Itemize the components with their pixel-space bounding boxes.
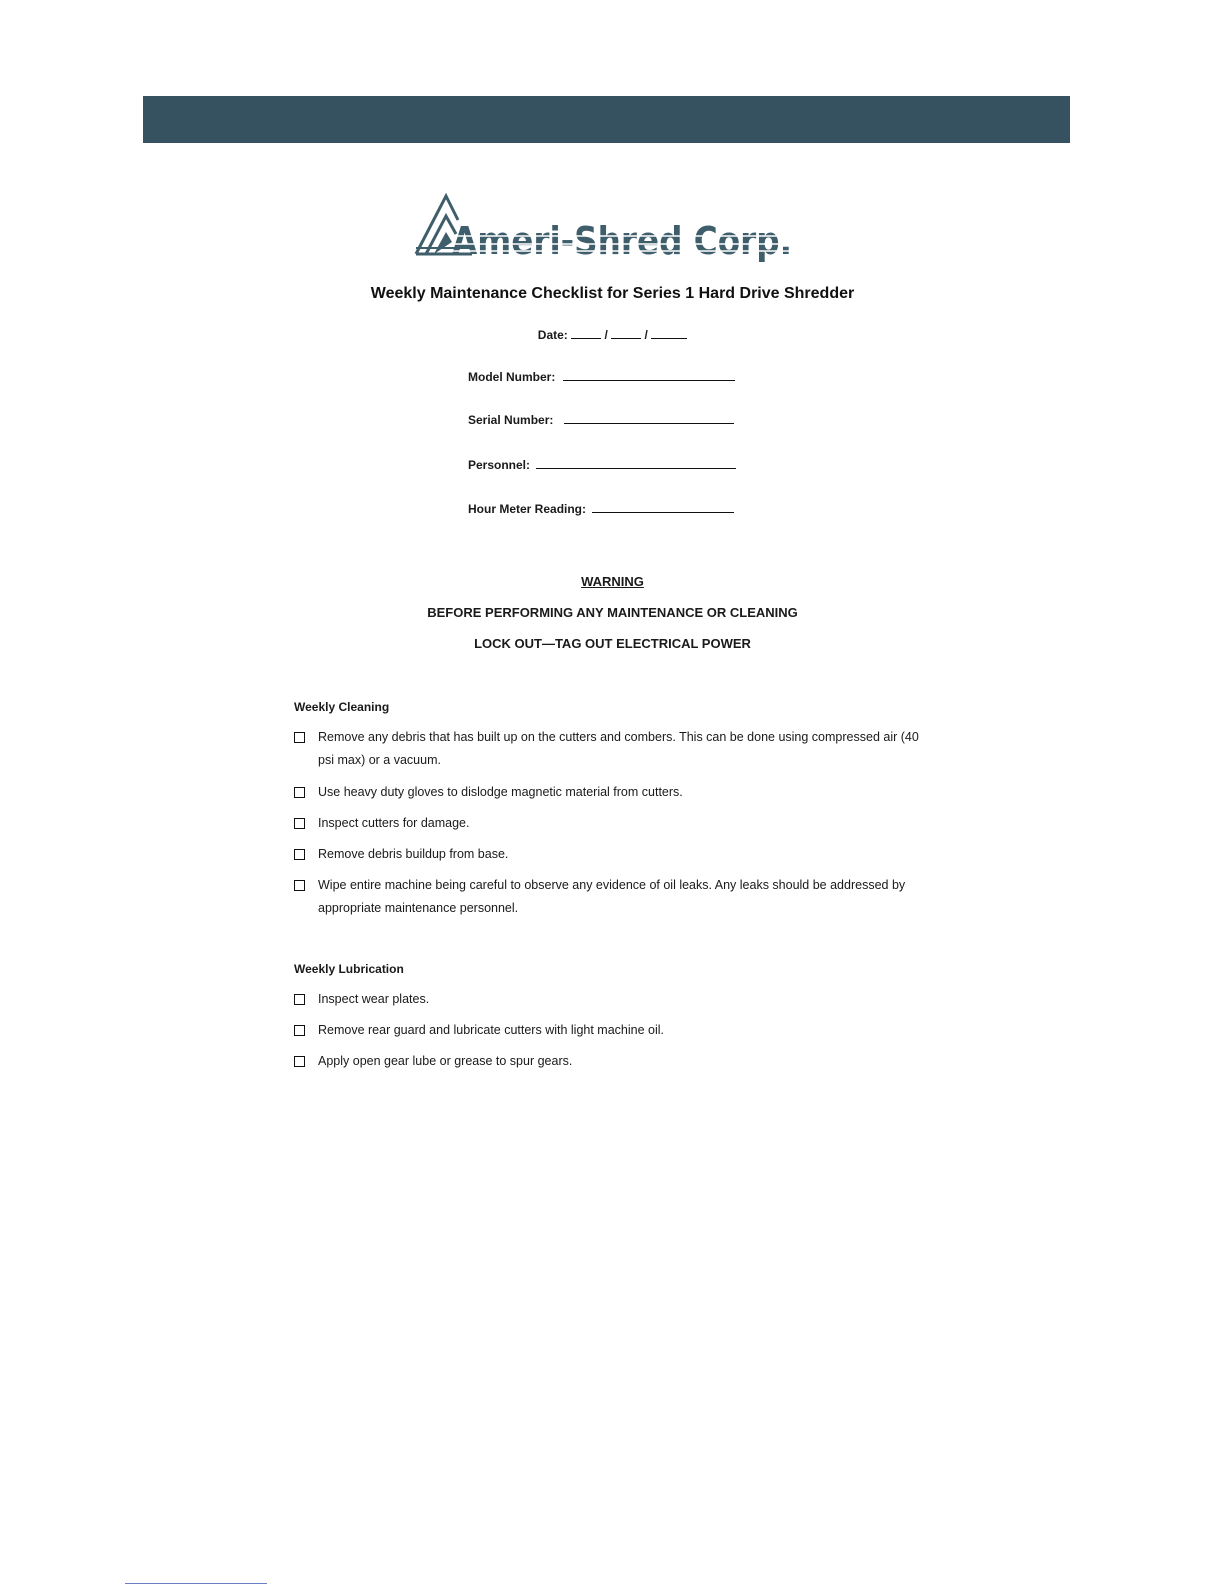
checklist-item (294, 1019, 934, 1042)
checkbox[interactable] (294, 1025, 305, 1036)
hour-meter-field (468, 500, 734, 516)
model-number-label: Model Number: (468, 370, 556, 384)
header-bar (143, 96, 1070, 143)
date-separator: / (644, 328, 648, 342)
checklist-item (294, 843, 934, 866)
checklist-item (294, 874, 934, 920)
document-title: Weekly Maintenance Checklist for Series 1 Hard Drive Shredder (370, 285, 855, 302)
model-number-field (468, 368, 735, 384)
company-logo (412, 190, 797, 268)
serial-number-blank[interactable] (564, 411, 734, 424)
checkbox[interactable] (294, 994, 305, 1005)
date-month-blank[interactable] (571, 326, 601, 339)
hour-meter-blank[interactable] (592, 500, 734, 513)
checklist-item-text: Wipe entire machine being careful to observe any evidence of oil leaks. Any leaks should be addressed by appropriate maintenance personnel. (318, 878, 906, 915)
checkbox[interactable] (294, 1056, 305, 1067)
checklist-item (294, 988, 934, 1011)
date-day-blank[interactable] (611, 326, 641, 339)
logo-text: Ameri-Shred Corp. (452, 219, 792, 263)
checkbox[interactable] (294, 818, 305, 829)
checklist-item-text: Inspect wear plates. (318, 992, 430, 1006)
personnel-label: Personnel: (468, 458, 531, 472)
warning-line-1: BEFORE PERFORMING ANY MAINTENANCE OR CLEANING (427, 605, 798, 620)
personnel-field (468, 456, 736, 472)
checklist-item-text: Remove debris buildup from base. (318, 847, 509, 861)
checklist-item (294, 812, 934, 835)
checklist-item-text: Remove any debris that has built up on the cutters and combers. This can be done using compressed air (40 psi max) or a vacuum. (318, 730, 919, 767)
checklist-item (294, 781, 934, 804)
checklist-item-text: Remove rear guard and lubricate cutters with light machine oil. (318, 1023, 665, 1037)
serial-number-label: Serial Number: (468, 413, 554, 427)
checklist-item-text: Apply open gear lube or grease to spur gears. (318, 1054, 573, 1068)
weekly-lubrication-heading: Weekly Lubrication (294, 962, 404, 976)
checklist-item (294, 1050, 934, 1073)
footer-rule (125, 1583, 267, 1584)
date-year-blank[interactable] (651, 326, 687, 339)
checkbox[interactable] (294, 880, 305, 891)
date-field (0, 326, 1225, 342)
checklist-item (294, 726, 934, 772)
date-separator: / (604, 328, 608, 342)
hour-meter-label: Hour Meter Reading: (468, 502, 587, 516)
weekly-cleaning-heading: Weekly Cleaning (294, 700, 390, 714)
checklist-item-text: Inspect cutters for damage. (318, 816, 470, 830)
warning-title: WARNING (581, 574, 644, 589)
checkbox[interactable] (294, 787, 305, 798)
checkbox[interactable] (294, 849, 305, 860)
date-label: Date: (537, 328, 568, 342)
warning-line-2: LOCK OUT—TAG OUT ELECTRICAL POWER (474, 636, 751, 651)
serial-number-field (468, 411, 734, 427)
model-number-blank[interactable] (563, 368, 735, 381)
checklist-item-text: Use heavy duty gloves to dislodge magnetic material from cutters. (318, 785, 683, 799)
personnel-blank[interactable] (536, 456, 736, 469)
checkbox[interactable] (294, 732, 305, 743)
